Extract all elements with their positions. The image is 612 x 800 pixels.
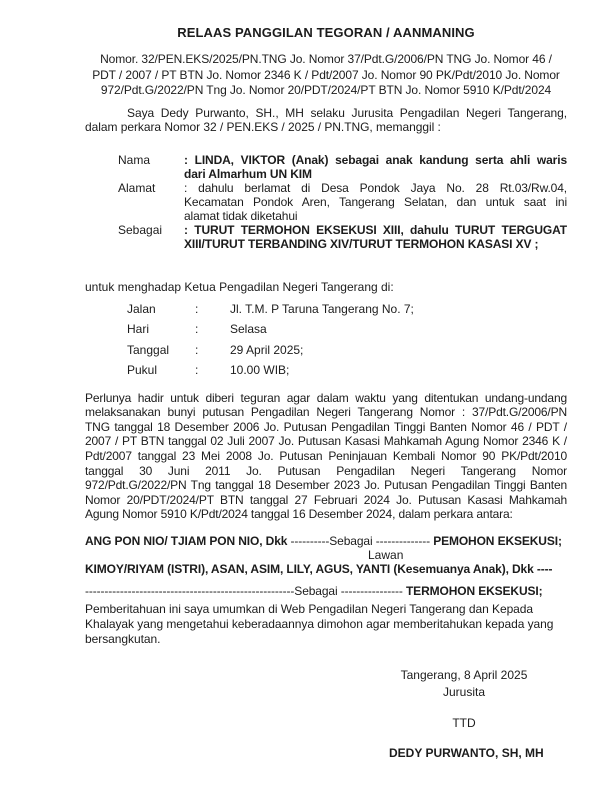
field-value xyxy=(184,181,567,223)
respondent-role: TERMOHON EKSEKUSI; xyxy=(405,583,543,598)
field-value-line: alamat tidak diketahui xyxy=(184,208,298,223)
purpose-line: 2007 / PT BTN tanggal 02 Juli 2007 Jo. Putusan Kasasi Mahkamah Agung Nomor 2346 K / xyxy=(85,434,567,449)
case-number-line: Nomor. 32/PEN.EKS/2025/PN.TNG Jo. Nomor 37/Pdt.G/2006/PN TNG Jo. Nomor 46 / xyxy=(100,52,552,66)
announcement-line: Pemberitahuan ini saya umumkan di Web Pengadilan Negeri Tangerang dan Kepada xyxy=(85,602,534,617)
case-number-line: 972/Pdt.G/2022/PN Tng Jo. Nomor 20/PDT/2024/PT BTN Jo. Nomor 5910 K/Pdt/2024 xyxy=(100,83,552,97)
case-number-line: PDT / 2007 / PT BTN Jo. Nomor 2346 K / Pdt/2007 Jo. Nomor 90 PK/Pdt/2010 Jo. Nomor xyxy=(92,67,560,82)
purpose-line: 972/Pdt.G/2022/PN Tng tanggal 18 Desember 2023 Jo. Putusan Pengadilan Tinggi Banten xyxy=(85,478,567,493)
field-value xyxy=(184,223,567,251)
hearing-row-jalan xyxy=(85,302,567,322)
field-row-alamat xyxy=(85,181,567,223)
signature-role: Jurusita xyxy=(442,685,486,700)
hearing-row-colon: : xyxy=(195,322,199,337)
hearing-row-hari xyxy=(85,322,567,342)
respondent-name-line: KIMOY/RIYAM (ISTRI), ASAN, ASIM, LILY, AGUS, YANTI (Kesemuanya Anak), Dkk ---- xyxy=(85,561,553,576)
purpose-line: Nomor 20/PDT/2024/PT BTN tanggal 27 Februari 2024 Jo. Putusan Kasasi Mahkamah xyxy=(85,492,567,507)
hearing-row-value: 10.00 WIB; xyxy=(230,363,290,378)
purpose-line: Perlunya hadir untuk diberi teguran agar dalam waktu yang ditentukan undang-undang xyxy=(85,390,567,405)
hearing-row-label: Hari xyxy=(127,322,150,337)
respondent-role-line xyxy=(85,584,567,599)
hearing-row-label: Tanggal xyxy=(127,342,170,357)
intro-line: Saya Dedy Purwanto, SH., MH selaku Jurusita Pengadilan Negeri Tangerang, xyxy=(127,105,567,120)
petitioner-line xyxy=(85,534,567,548)
summoned-person-fields xyxy=(85,153,567,251)
purpose-line: tanggal 30 Juni 2011 Jo. Putusan Pengadilan Negeri Tangerang Nomor xyxy=(85,463,567,478)
announcement-line: bersangkutan. xyxy=(85,632,161,647)
hearing-row-value: 29 April 2025; xyxy=(230,342,304,357)
hearing-row-pukul xyxy=(85,363,567,383)
hearing-row-tanggal xyxy=(85,343,567,363)
field-value-line: Kecamatan Pondok Aren, Tangerang Selatan, dan untuk saat ini xyxy=(184,194,567,209)
document-title: RELAAS PANGGILAN TEGORAN / AANMANING xyxy=(177,25,475,40)
field-row-nama xyxy=(85,153,567,181)
purpose-line: Agung Nomor 5910 K/Pdt/2024 tanggal 16 Desember 2024, dalam perkara antara: xyxy=(85,507,513,522)
field-value xyxy=(184,153,567,181)
field-label: Nama xyxy=(118,152,151,167)
purpose-line: melaksanakan bunyi putusan Pengadilan Negeri Tangerang Nomor : 37/Pdt.G/2006/PN xyxy=(85,405,567,420)
respondent-connector: ------------------------------------------------------Sebagai ---------------- xyxy=(85,583,406,598)
petitioner-role: PEMOHON EKSEKUSI; xyxy=(433,533,562,548)
petitioner-name: ANG PON NIO/ TJIAM PON NIO, Dkk xyxy=(85,533,288,548)
signature-name: DEDY PURWANTO, SH, MH xyxy=(389,746,544,761)
field-label: Sebagai xyxy=(118,222,163,237)
hearing-row-value: Selasa xyxy=(230,322,267,337)
hearing-row-value: Jl. T.M. P Taruna Tangerang No. 7; xyxy=(230,302,414,316)
hearing-row-colon: : xyxy=(195,302,199,316)
hearing-row-label: Jalan xyxy=(127,302,156,316)
intro-line: dalam perkara Nomor 32 / PEN.EKS / 2025 / PN.TNG, memanggil : xyxy=(85,120,441,134)
announcement-line: Khalayak yang mengetahui keberadaannya dimohon agar memberitahukan kepada yang xyxy=(85,617,554,632)
field-value-line: : dahulu berlamat di Desa Pondok Jaya No. 28 Rt.03/Rw.04, xyxy=(184,180,567,195)
signature-ttd: TTD xyxy=(452,716,476,731)
hearing-lead-line: untuk menghadap Ketua Pengadilan Negeri Tangerang di: xyxy=(85,279,394,294)
field-value-line: : LINDA, VIKTOR (Anak) sebagai anak kandung serta ahli waris xyxy=(184,152,567,167)
case-number-block xyxy=(85,52,567,99)
field-label: Alamat xyxy=(118,180,156,195)
field-row-sebagai xyxy=(85,223,567,251)
intro-paragraph xyxy=(85,106,567,135)
field-value-line: dari Almarhum UN KIM xyxy=(184,166,312,181)
announcement-paragraph xyxy=(85,602,567,647)
signature-place-date: Tangerang, 8 April 2025 xyxy=(400,668,528,683)
parties-section xyxy=(85,534,567,599)
purpose-line: TNG tanggal 18 Desember 2006 Jo. Putusan Pengadilan Tinggi Banten Nomor 46 / PDT / xyxy=(85,419,567,434)
field-value-line: : TURUT TERMOHON EKSEKUSI XIII, dahulu TURUT TERGUGAT xyxy=(184,222,567,237)
petitioner-connector: ----------Sebagai -------------- xyxy=(287,533,434,548)
hearing-row-colon: : xyxy=(195,363,199,378)
hearing-row-label: Pukul xyxy=(127,363,158,378)
field-value-line: XIII/TURUT TERBANDING XIV/TURUT TERMOHON KASASI XV ; xyxy=(184,236,539,251)
versus-label: Lawan xyxy=(368,547,404,562)
purpose-paragraph xyxy=(85,391,567,522)
hearing-row-colon: : xyxy=(195,342,199,357)
hearing-details-table xyxy=(85,302,567,384)
signature-block xyxy=(389,667,544,762)
purpose-line: Pdt/2007 tanggal 23 Mei 2008 Jo. Putusan Peninjauan Kembali Nomor 90 PK/Pdt/2010 xyxy=(85,448,567,463)
